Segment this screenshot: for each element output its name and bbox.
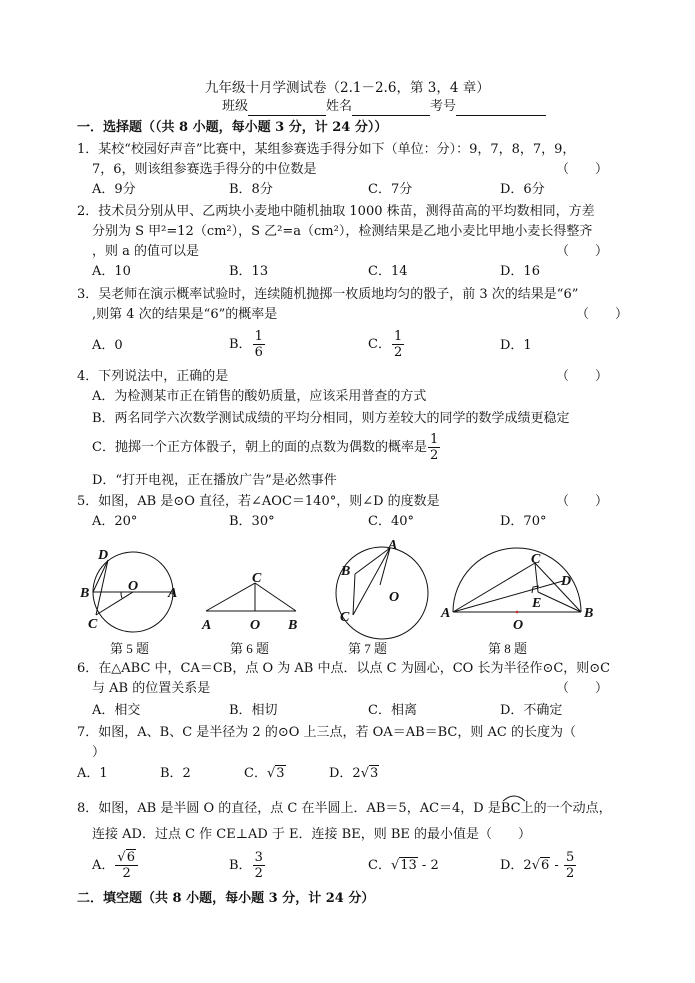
q7-option-c-sqrt: √3 <box>266 766 285 781</box>
fraction-denominator: 2 <box>254 866 263 881</box>
fig7-line-ac <box>353 548 390 615</box>
q5-option-d: D．70° <box>500 514 547 529</box>
q8-line1-end: 上的一个动点， <box>520 801 612 816</box>
fig7-label-o: O <box>389 590 400 605</box>
q8-arc-bc <box>501 800 521 818</box>
q1-line1: 1．某校“校园好声音”比赛中，某组参赛选手得分如下（单位：分）：9，7，8，7，9， <box>77 142 576 157</box>
fraction-denominator: 2 <box>429 448 439 463</box>
q4-option-c-fraction <box>428 432 440 463</box>
q8-option-c-tail: - 2 <box>417 858 439 873</box>
fig6-side-cb <box>255 583 296 611</box>
fraction-numerator: 3 <box>254 850 263 865</box>
q8-option-d-sqrt: √6 <box>531 858 550 873</box>
fig8-label-d: D <box>561 574 572 589</box>
q5-option-b: B．30° <box>229 514 275 529</box>
q8-line1 <box>77 800 612 818</box>
q7-option-b: B．2 <box>160 766 191 781</box>
fraction-denominator: 2 <box>122 866 131 881</box>
q7-option-c-label: C． <box>244 766 267 781</box>
section-2-title: 二．填空题（共 8 小题，每小题 3 分，计 24 分） <box>77 891 375 906</box>
fig8-caption: 第 8 题 <box>488 641 528 656</box>
fig7-label-b: B <box>341 564 351 579</box>
fig8-label-a: A <box>441 606 451 621</box>
figure-7 <box>336 547 428 639</box>
q2-option-b: B．13 <box>229 264 269 279</box>
q6-option-c: C．相离 <box>368 703 417 718</box>
q7-line1: 7．如图，A、B、C 是半径为 2 的⊙O 上三点，若 OA＝AB＝BC，则 AC 的长度为（ <box>77 725 576 740</box>
fig7-line-ab <box>355 548 390 574</box>
q4-option-b: B．两名同学六次数学测试成绩的平均分相同，则方差较大的同学的数学成绩更稳定 <box>92 411 570 426</box>
q3-option-c <box>368 328 405 362</box>
exam-no-field[interactable] <box>456 101 546 116</box>
fig5-label-a: A <box>168 586 178 601</box>
q3-option-d: D．1 <box>500 338 532 353</box>
q4-option-d: D．“打开电视，正在播放广告”是必然事件 <box>92 473 337 488</box>
figure-6 <box>206 583 296 611</box>
q5-line1: 5．如图，AB 是⊙O 直径，若∠AOC＝140°，则∠D 的度数是 <box>77 494 440 509</box>
q8-option-a-label: A． <box>92 858 115 873</box>
q8-option-a <box>92 848 139 884</box>
fig6-label-a: A <box>202 618 212 633</box>
class-label: 班级 <box>222 99 249 114</box>
q4-answer-paren: （ ） <box>556 369 609 384</box>
student-info-line <box>222 98 546 116</box>
q6-line1: 6．在△ABC 中，CA＝CB，点 O 为 AB 中点．以点 C 为圆心，CO 长为半径作⊙C，则⊙C <box>77 661 611 676</box>
fig7-line-ao <box>380 548 390 585</box>
fraction-denominator: 2 <box>565 866 575 881</box>
fig8-line-ac <box>453 563 535 612</box>
name-label: 姓名 <box>326 99 353 114</box>
q6-option-b: B．相切 <box>229 703 278 718</box>
radicand: 3 <box>370 766 379 781</box>
fig7-label-c: C <box>340 610 350 625</box>
q8-option-c-label: C． <box>368 858 391 873</box>
fig6-label-c: C <box>252 571 262 586</box>
section-1-title: 一．选择题（（共 8 小题，每小题 3 分，计 24 分）） <box>77 120 388 135</box>
q6-option-d: D．不确定 <box>500 703 563 718</box>
fig8-label-c: C <box>531 552 541 567</box>
fig5-label-c: C <box>88 617 98 632</box>
fig5-line-db <box>93 560 108 592</box>
q3-option-c-fraction <box>392 329 404 360</box>
fig7-caption: 第 7 题 <box>348 641 388 656</box>
class-field[interactable] <box>248 101 326 116</box>
fig5-label-d: D <box>98 548 109 563</box>
q1-option-d: D．6分 <box>500 182 545 197</box>
q5-option-c: C．40° <box>368 514 414 529</box>
fraction-numerator: 1 <box>429 432 439 447</box>
fig8-label-b: B <box>584 606 594 621</box>
exam-no-label: 考号 <box>430 99 457 114</box>
fraction-numerator <box>115 850 138 866</box>
q8-option-b <box>229 848 266 884</box>
q6-answer-paren: （ ） <box>556 681 609 696</box>
fig8-line-ce <box>535 563 538 592</box>
q4-option-a: A．为检测某市正在销售的酸奶质量，应该采用普查的方式 <box>92 389 427 404</box>
fraction-denominator: 6 <box>254 345 263 360</box>
q8-option-d-minus: - <box>550 858 563 873</box>
q3-option-b <box>229 328 266 362</box>
q1-line2: 7，6，则该组参赛选手得分的中位数是 <box>92 162 317 177</box>
fig7-label-a: A <box>388 538 398 553</box>
q4-line1: 4．下列说法中，正确的是 <box>77 369 229 384</box>
q4-option-c-label: C．抛掷一个正方体骰子，朝上的面的点数为偶数的概率是 <box>92 440 427 455</box>
q8-line2: 连接 AD．过点 C 作 CE⊥AD 于 E．连接 BE，则 BE 的最小值是（ ） <box>92 827 531 842</box>
arc-label: BC <box>500 801 521 816</box>
q3-line1: 3．吴老师在演示概率试验时，连续随机抛掷一枚质地均匀的骰子，前 3 次的结果是“6” <box>77 287 579 302</box>
q2-option-c: C．14 <box>368 264 408 279</box>
radicand: 6 <box>126 850 135 865</box>
q3-option-b-label: B． <box>229 337 252 352</box>
q3-option-c-label: C． <box>368 337 391 352</box>
q2-line1: 2．技术员分别从甲、乙两块小麦地中随机抽取 1000 株苗，测得苗高的平均数相同，方差 <box>77 204 595 219</box>
q3-answer-paren: （ ） <box>576 307 629 322</box>
q3-option-b-fraction <box>253 329 265 360</box>
fig5-line-co <box>96 592 133 615</box>
q8-option-d-label: D．2 <box>500 858 532 873</box>
fig7-circle <box>336 547 428 639</box>
arc-symbol <box>501 794 527 802</box>
q7-option-d <box>329 765 379 783</box>
numerator-sqrt: √6 <box>117 850 135 865</box>
q7-option-d-label: D．2 <box>329 766 361 781</box>
q1-option-b: B．8分 <box>229 182 273 197</box>
q8-option-c-sqrt: √13 <box>390 858 417 873</box>
radicand: 3 <box>276 766 285 781</box>
fig8-label-o: O <box>513 618 524 633</box>
q2-option-a: A．10 <box>92 264 131 279</box>
exam-title: 九年级十月学测试卷（2.1－2.6，第 3，4 章） <box>205 80 490 96</box>
fig5-line-dc <box>96 560 108 615</box>
fraction-numerator: 1 <box>254 329 263 344</box>
fig6-label-b: B <box>288 618 298 633</box>
fig5-label-b: B <box>80 586 90 601</box>
q5-answer-paren: （ ） <box>556 494 609 509</box>
q8-option-b-label: B． <box>229 858 252 873</box>
q2-line2: 分别为 S 甲²=12（cm²），S 乙²=a（cm²），检测结果是乙地小麦比甲地小麦长得整齐 <box>92 224 593 239</box>
q8-option-a-fraction <box>115 850 138 881</box>
fig6-side-ca <box>206 583 255 611</box>
fig8-line-cb <box>535 563 581 612</box>
fig6-caption: 第 6 题 <box>230 641 270 656</box>
q1-option-a: A．9分 <box>92 182 136 197</box>
q6-line2: 与 AB 的位置关系是 <box>92 681 211 696</box>
q3-option-a: A．0 <box>92 338 123 353</box>
radicand: 13 <box>400 858 417 873</box>
q8-option-c <box>368 857 439 875</box>
fraction-denominator: 2 <box>393 345 403 360</box>
q8-line1-start: 8．如图，AB 是半圆 O 的直径，点 C 在半圆上．AB＝5，AC＝4，D 是 <box>77 801 501 816</box>
q2-option-d: D．16 <box>500 264 540 279</box>
fig7-line-bc <box>353 574 355 615</box>
q3-line2: ,则第 4 次的结果是“6”的概率是 <box>92 307 278 322</box>
q1-answer-paren: （ ） <box>556 162 609 177</box>
fig5-label-o: O <box>128 579 139 594</box>
q2-answer-paren: （ ） <box>556 244 609 259</box>
q2-line3: ，则 a 的值可以是 <box>92 244 200 259</box>
fraction-numerator: 1 <box>393 329 403 344</box>
q7-option-a: A．1 <box>77 766 108 781</box>
fig5-caption: 第 5 题 <box>110 641 150 656</box>
fig5-angle-mark <box>121 592 122 598</box>
q6-option-a: A．相交 <box>92 703 141 718</box>
q1-option-c: C．7分 <box>368 182 413 197</box>
q8-option-d-fraction <box>564 850 576 881</box>
name-field[interactable] <box>352 101 430 116</box>
fraction-numerator: 5 <box>565 850 575 865</box>
fig8-line-be <box>538 592 581 612</box>
q4-option-c <box>92 430 441 466</box>
radicand: 6 <box>541 858 550 873</box>
q5-option-a: A．20° <box>92 514 138 529</box>
q7-option-c <box>244 765 286 783</box>
fig8-label-e: E <box>532 596 542 611</box>
fig8-center-dot <box>516 611 519 614</box>
q7-line2: ） <box>92 745 106 760</box>
figures-row <box>70 535 630 660</box>
q8-option-d <box>500 848 577 884</box>
fig6-label-o: O <box>250 618 261 633</box>
q8-option-b-fraction <box>253 850 265 881</box>
q7-option-d-sqrt: √3 <box>360 766 379 781</box>
